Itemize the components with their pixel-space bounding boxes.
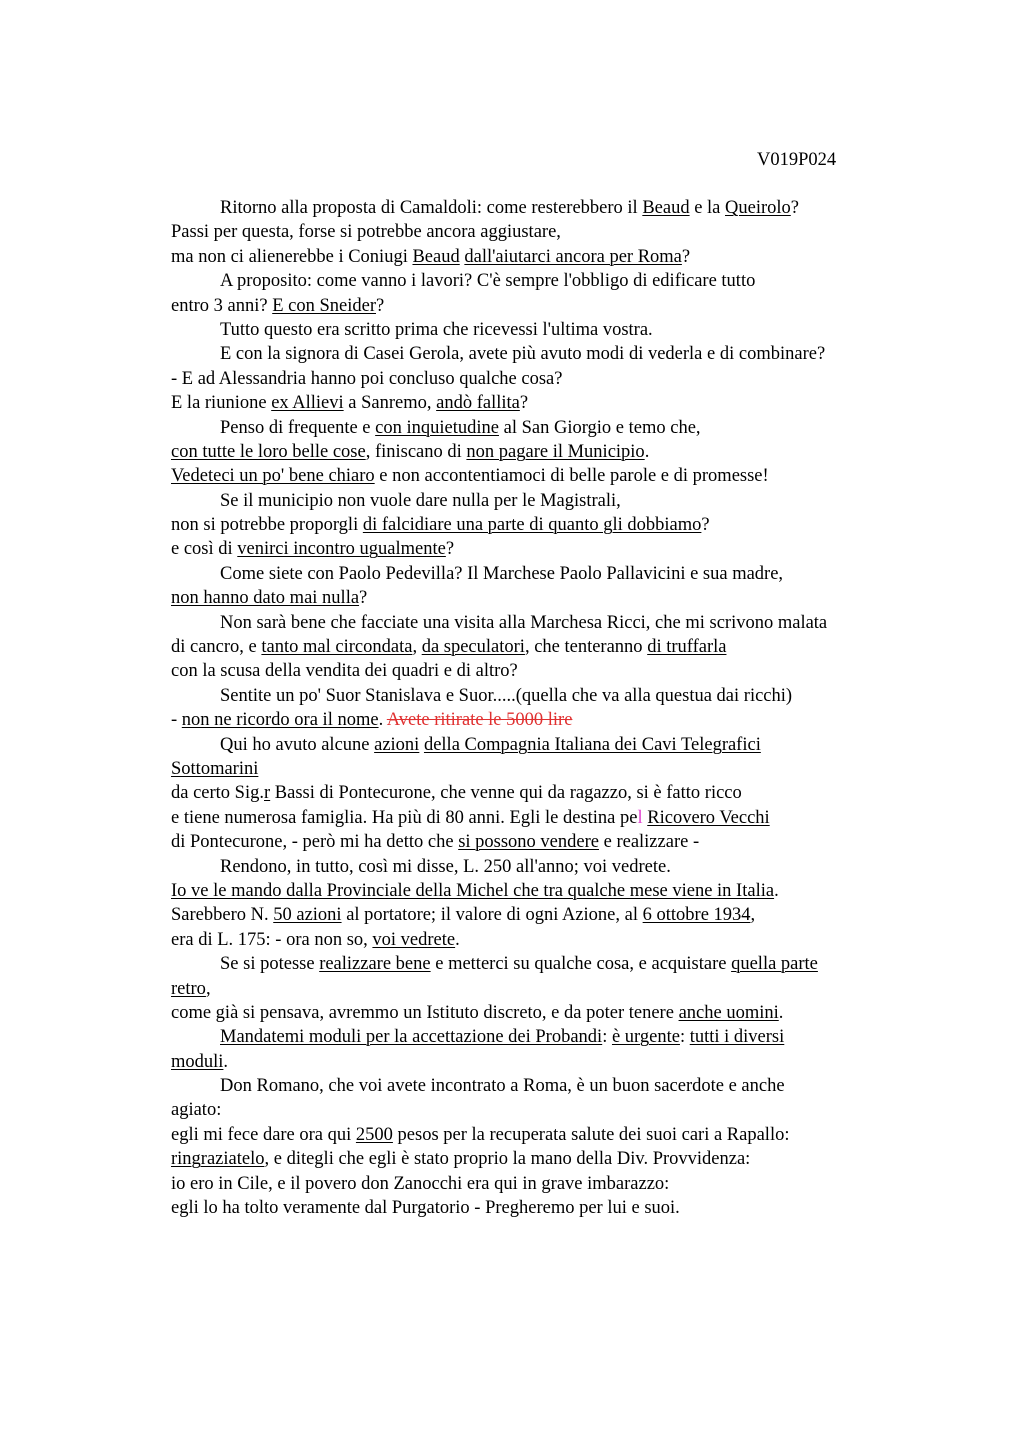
- text-line: [171, 1196, 911, 1220]
- text-line: [171, 977, 911, 1001]
- text-line: [171, 659, 911, 683]
- underlined-text: si possono vendere: [458, 832, 599, 853]
- text-run: Bassi di Pontecurone, che venne qui da ragazzo, si è fatto ricco: [270, 783, 742, 804]
- underlined-text: 2500: [355, 1124, 393, 1145]
- underlined-text: di truffarla: [647, 637, 727, 658]
- text-run: non si potrebbe proporgli: [171, 515, 363, 536]
- text-run: -: [171, 710, 182, 731]
- underlined-text: Io ve le mando dalla Provinciale della Michel che tra qualche mese viene in Italia: [171, 880, 775, 901]
- text-run: io ero in Cile, e il povero don Zanocchi era qui in grave imbarazzo:: [171, 1173, 670, 1194]
- underlined-text: r: [264, 783, 271, 804]
- text-line: [171, 1172, 911, 1196]
- text-run: di cancro, e: [171, 637, 262, 658]
- underlined-text: Queirolo: [725, 198, 791, 218]
- underlined-text: Mandatemi moduli per la accettazione dei Probandi: [220, 1027, 603, 1048]
- text-run: ?: [681, 246, 691, 267]
- underlined-text: con inquietudine: [375, 417, 499, 438]
- text-run: e realizzare -: [598, 832, 700, 853]
- text-run: Don Romano, che voi avete incontrato a Roma, è un buon sacerdote e anche: [220, 1076, 785, 1097]
- text-line: [171, 1050, 911, 1074]
- text-run: Ritorno alla proposta di Camaldoli: come resterebbero il: [220, 198, 643, 218]
- underlined-text: ringraziatelo: [171, 1149, 265, 1170]
- letter-body: [171, 196, 911, 1220]
- underlined-text: tutti i diversi: [689, 1027, 785, 1048]
- text-run: pesos per la recuperata salute dei suoi cari a Rapallo:: [392, 1124, 790, 1145]
- text-line: [171, 879, 911, 903]
- text-run: e non accontentiamoci di belle parole e di promesse!: [374, 466, 769, 487]
- underlined-text: Ricovero Vecchi: [647, 807, 770, 828]
- text-run: Come siete con Paolo Pedevilla? Il Marchese Paolo Pallavicini e sua madre,: [220, 563, 784, 584]
- underlined-text: ex Allievi: [271, 393, 344, 414]
- text-run: Rendono, in tutto, così mi disse, L. 250 all'anno; voi vedrete.: [220, 856, 671, 877]
- text-line: [171, 903, 911, 927]
- text-line: [171, 391, 911, 415]
- text-run: come già si pensava, avremmo un Istituto discreto, e da poter tenere: [171, 1002, 679, 1023]
- text-run: agiato:: [171, 1100, 222, 1121]
- text-line: [171, 245, 911, 269]
- underlined-text: non pagare il Municipio: [466, 441, 645, 462]
- text-run: a Sanremo,: [343, 393, 437, 414]
- text-run: egli mi fece dare ora qui: [171, 1124, 356, 1145]
- text-line: [171, 367, 911, 391]
- underlined-text: E con Sneider: [272, 295, 376, 316]
- text-run: .: [223, 1051, 229, 1072]
- text-run: ,: [750, 905, 756, 926]
- text-line: [171, 708, 911, 732]
- underlined-text: non ne ricordo ora il nome: [181, 710, 379, 731]
- text-run: e così di: [171, 539, 238, 560]
- text-run: al San Giorgio e temo che,: [498, 417, 701, 438]
- underlined-text: azioni: [374, 734, 420, 755]
- text-run: ?: [445, 539, 455, 560]
- text-run: da certo Sig.: [171, 783, 264, 804]
- text-line: [171, 1147, 911, 1171]
- underlined-text: non hanno dato mai nulla: [171, 588, 360, 609]
- text-run: e la: [689, 198, 726, 218]
- text-run: Passi per questa, forse si potrebbe ancora aggiustare,: [171, 222, 561, 243]
- text-run: A proposito: come vanno i lavori? C'è sempre l'obbligo di edificare tutto: [220, 271, 756, 292]
- underlined-text: moduli: [171, 1051, 224, 1072]
- text-run: .: [378, 710, 387, 731]
- text-run: ,: [205, 978, 211, 999]
- text-run: .: [778, 1002, 784, 1023]
- text-line: [171, 318, 911, 342]
- text-run: e metterci su qualche cosa, e acquistare: [430, 954, 732, 975]
- page-id: V019P024: [757, 150, 837, 170]
- text-run: Non sarà bene che facciate una visita alla Marchesa Ricci, che mi scrivono malata: [220, 612, 828, 633]
- underlined-text: Beaud: [642, 198, 690, 218]
- underlined-text: di falcidiare una parte di quanto gli dobbiamo: [362, 515, 702, 536]
- text-line: [171, 1025, 911, 1049]
- text-run: Se il municipio non vuole dare nulla per le Magistrali,: [220, 490, 621, 511]
- text-run: ?: [519, 393, 529, 414]
- text-line: [171, 611, 911, 635]
- underlined-text: realizzare bene: [319, 954, 431, 975]
- underlined-text: voi vedrete: [372, 929, 456, 950]
- text-line: [171, 489, 911, 513]
- text-run: E con la signora di Casei Gerola, avete più avuto modi di vederla e di combinare?: [220, 344, 826, 365]
- text-run: Sentite un po' Suor Stanislava e Suor.....(quella che va alla questua dai ricchi): [220, 685, 793, 706]
- text-run: ,: [412, 637, 422, 658]
- underlined-text: è urgente: [611, 1027, 680, 1048]
- text-run: :: [679, 1027, 690, 1048]
- text-line: [171, 855, 911, 879]
- text-line: [171, 440, 911, 464]
- underlined-text: con tutte le loro belle cose: [171, 441, 366, 462]
- text-run: ?: [359, 588, 368, 609]
- text-run: , che tenteranno: [524, 637, 648, 658]
- text-run: Se si potesse: [220, 954, 320, 975]
- text-line: [171, 733, 911, 757]
- text-line: [171, 757, 911, 781]
- underlined-text: Beaud: [412, 246, 460, 267]
- underlined-text: Vedeteci un po' bene chiaro: [171, 466, 375, 487]
- text-run: Penso di frequente e: [220, 417, 376, 438]
- text-run: ?: [701, 515, 710, 536]
- text-line: [171, 562, 911, 586]
- text-run: di Pontecurone, - però mi ha detto che: [171, 832, 459, 853]
- underlined-text: 6 ottobre 1934: [642, 905, 751, 926]
- underlined-text: dall'aiutarci ancora per Roma: [464, 246, 682, 267]
- text-run: entro 3 anni?: [171, 295, 273, 316]
- underlined-text: Sottomarini: [171, 758, 259, 779]
- text-line: [171, 1001, 911, 1025]
- text-line: [171, 196, 911, 220]
- text-run: ?: [375, 295, 385, 316]
- text-line: [171, 1123, 911, 1147]
- text-line: [171, 952, 911, 976]
- underlined-text: anche uomini: [678, 1002, 779, 1023]
- text-line: [171, 220, 911, 244]
- text-run: :: [602, 1027, 612, 1048]
- text-run: - E ad Alessandria hanno poi concluso qualche cosa?: [171, 368, 563, 389]
- underlined-text: retro: [171, 978, 206, 999]
- text-line: [171, 269, 911, 293]
- text-run: , e ditegli che egli è stato proprio la mano della Div. Provvidenza:: [264, 1149, 751, 1170]
- text-line: [171, 513, 911, 537]
- text-line: [171, 684, 911, 708]
- text-run: .: [644, 441, 650, 462]
- underlined-text: andò fallita: [436, 393, 520, 414]
- underlined-text: della Compagnia Italiana dei Cavi Telegrafici: [423, 734, 761, 755]
- underlined-text: da speculatori: [421, 637, 525, 658]
- text-line: [171, 1098, 911, 1122]
- underlined-text: quella parte: [731, 954, 818, 975]
- text-line: [171, 830, 911, 854]
- text-run: con la scusa della vendita dei quadri e di altro?: [171, 661, 518, 682]
- text-run: Qui ho avuto alcune: [220, 734, 375, 755]
- underlined-text: tanto mal circondata: [261, 637, 413, 658]
- text-run: e tiene numerosa famiglia. Ha più di 80 anni. Egli le destina pe: [171, 807, 638, 828]
- text-run: .: [774, 880, 779, 901]
- text-line: [171, 586, 911, 610]
- text-run: egli lo ha tolto veramente dal Purgatorio - Pregheremo per lui e suoi.: [171, 1198, 680, 1219]
- text-line: [171, 464, 911, 488]
- text-run: Tutto questo era scritto prima che ricevessi l'ultima vostra.: [220, 319, 653, 340]
- text-run: ma non ci alienerebbe i Coniugi: [171, 246, 413, 267]
- struck-text: Avete ritirate le 5000 lire: [386, 710, 573, 731]
- text-line: [171, 342, 911, 366]
- text-run: , finiscano di: [365, 441, 467, 462]
- text-line: [171, 416, 911, 440]
- text-line: [171, 781, 911, 805]
- text-line: [171, 537, 911, 561]
- text-run: .: [455, 929, 460, 950]
- text-run: ?: [790, 198, 799, 218]
- text-run: al portatore; il valore di ogni Azione, al: [341, 905, 643, 926]
- text-line: [171, 1074, 911, 1098]
- text-run: Sarebbero N.: [171, 905, 274, 926]
- text-line: [171, 928, 911, 952]
- text-run: era di L. 175: - ora non so,: [171, 929, 373, 950]
- underlined-text: 50 azioni: [273, 905, 342, 926]
- text-line: [171, 635, 911, 659]
- text-line: [171, 294, 911, 318]
- text-line: [171, 806, 911, 830]
- text-run: E la riunione: [171, 393, 272, 414]
- highlighted-char: l: [637, 807, 643, 828]
- underlined-text: venirci incontro ugualmente: [237, 539, 446, 560]
